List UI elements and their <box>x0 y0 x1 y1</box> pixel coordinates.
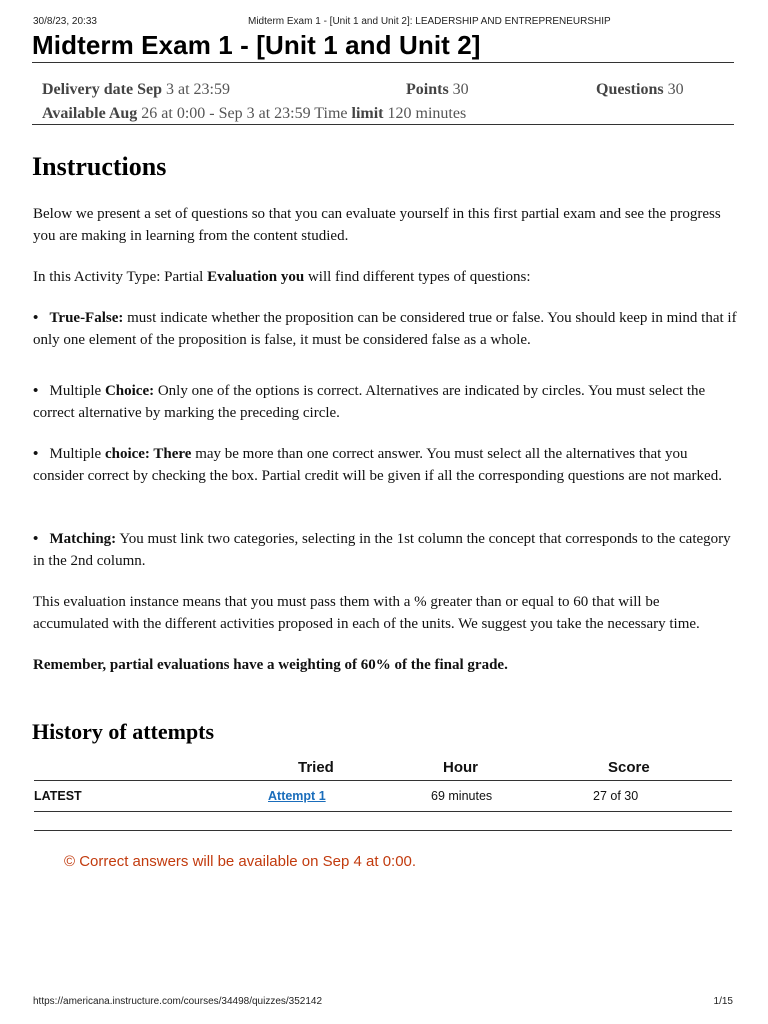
bullet-true-false <box>33 307 739 351</box>
title-divider <box>32 62 734 63</box>
activity-type-bold: Evaluation you <box>207 269 305 285</box>
time-limit-value: 120 minutes <box>383 105 467 122</box>
bullet-multiple-answer <box>33 443 739 487</box>
matching-label: Matching: <box>49 531 117 547</box>
page-title: Midterm Exam 1 - [Unit 1 and Unit 2] <box>32 30 481 60</box>
bullet-icon: • <box>33 310 39 326</box>
questions <box>596 81 684 99</box>
attempt-duration: 69 minutes <box>431 789 493 803</box>
footer-url: https://americana.instructure.com/courses/34498/quizzes/352142 <box>33 996 323 1007</box>
true-false-text: must indicate whether the proposition can be considered true or false. You should keep in mind that if only one element of the proposition is false, it must be considered false as a whole. <box>33 310 737 348</box>
instructions-heading: Instructions <box>32 152 167 181</box>
bullet-icon: • <box>33 531 39 547</box>
matching-text: You must link two categories, selecting in the 1st column the concept that corresponds to the category in the 2nd column. <box>33 531 731 569</box>
print-header-title: Midterm Exam 1 - [Unit 1 and Unit 2]: LEADERSHIP AND ENTREPRENEURSHIP <box>248 16 611 27</box>
attempt-score: 27 of 30 <box>593 789 639 803</box>
attempt-link[interactable]: Attempt 1 <box>268 789 326 803</box>
bullet-matching <box>33 528 739 572</box>
table-bottom-divider <box>34 830 732 831</box>
meta-divider <box>32 124 734 125</box>
weighting-reminder: Remember, partial evaluations have a weighting of 60% of the final grade. <box>33 657 508 673</box>
activity-type-post: will find different types of questions: <box>304 269 531 285</box>
delivery-date-label: Delivery date Sep <box>42 81 162 98</box>
activity-type-text <box>33 266 739 288</box>
availability <box>42 105 466 123</box>
questions-label: Questions <box>596 81 664 98</box>
points-label: Points <box>406 81 449 98</box>
table-header-divider <box>34 780 732 781</box>
multiple-answer-text: may be more than one correct answer. You must select all the alternatives that you consider correct by checking the box. Partial credit will be given if all the corresponding questions are not marked. <box>33 446 722 484</box>
available-value: 26 at 0:00 - Sep 3 at 23:59 Time <box>137 105 352 122</box>
evaluation-text: This evaluation instance means that you must pass them with a % greater than or equal to 60 that will be accumulated with the different activities proposed in each of the units. We suggest you take the necessary time. <box>33 594 700 632</box>
questions-value: 30 <box>663 81 684 98</box>
correct-answers-notice: © Correct answers will be available on Sep 4 at 0:00. <box>64 853 417 870</box>
history-heading: History of attempts <box>32 719 215 744</box>
multiple-choice-text: Only one of the options is correct. Alternatives are indicated by circles. You must select the correct alternative by marking the preceding circle. <box>33 383 706 421</box>
delivery-date-value: 3 at 23:59 <box>161 81 230 98</box>
multiple-answer-pre: Multiple <box>45 446 105 462</box>
activity-type-pre: In this Activity Type: Partial <box>33 269 208 285</box>
print-date: 30/8/23, 20:33 <box>33 16 97 27</box>
bullet-icon: • <box>33 446 39 462</box>
delivery-date <box>42 81 230 99</box>
column-header-tried: Tried <box>298 759 334 776</box>
instructions-intro: Below we present a set of questions so that you can evaluate yourself in this first partial exam and see the progress you are making in learning from the content studied. <box>33 206 721 244</box>
multiple-answer-label: choice: There <box>104 446 192 462</box>
bullet-icon: • <box>33 383 39 399</box>
multiple-choice-label: Choice: <box>104 383 155 399</box>
multiple-choice-pre: Multiple <box>45 383 105 399</box>
available-label: Available Aug <box>42 105 138 122</box>
points <box>406 81 469 99</box>
time-limit-label: limit <box>351 105 384 122</box>
footer-page-number: 1/15 <box>713 996 733 1007</box>
true-false-label: True-False: <box>49 310 124 326</box>
bullet-multiple-choice <box>33 380 739 424</box>
table-row-divider <box>34 811 732 812</box>
column-header-score: Score <box>608 759 650 776</box>
points-value: 30 <box>448 81 469 98</box>
attempt-row-label: LATEST <box>34 789 82 803</box>
column-header-hour: Hour <box>443 759 478 776</box>
